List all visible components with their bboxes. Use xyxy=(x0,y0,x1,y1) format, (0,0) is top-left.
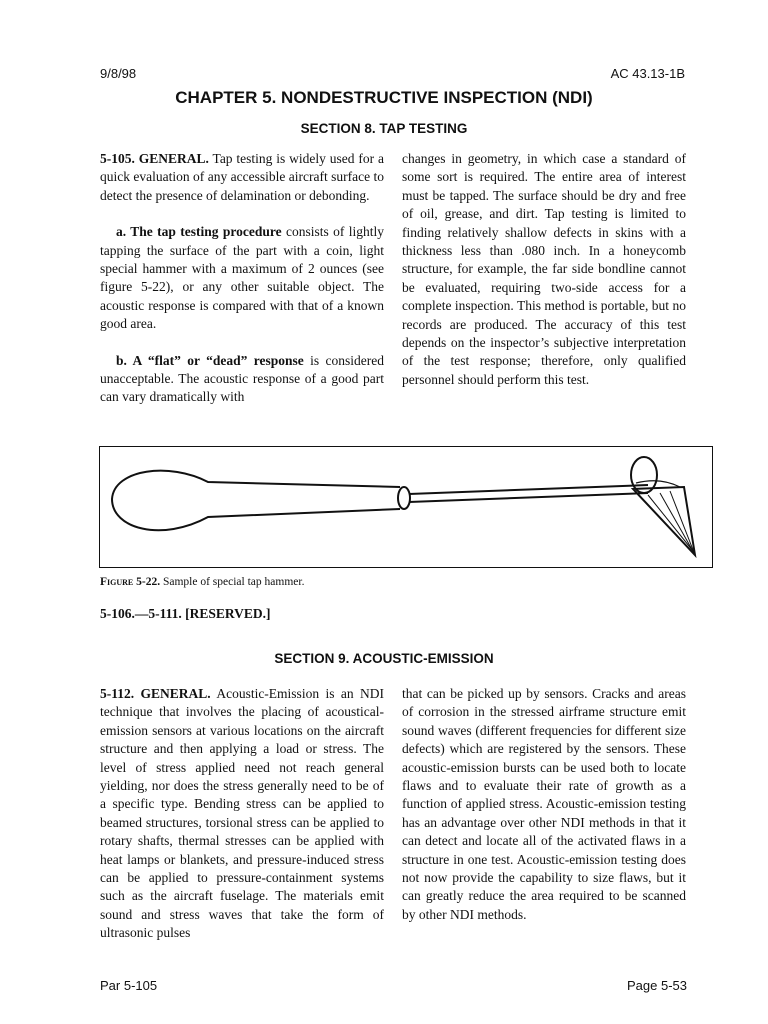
paragraph-5-112-continued: that can be picked up by sensors. Cracks and areas of corrosion in the stressed airframe structure emit sound waves (different frequencies for different size defects) which are registered by the sensors. These acoustic-emission bursts can be used both to locate flaws and to evaluate their rate of growth as a function of applied stress. Acoustic-emission testing has an advantage over other NDI methods in that it can detect and locate all of the activated flaws in a structure in one test. Acoustic-emission testing does not now provide the capability to size flaws, but it can greatly reduce the area required to be scanned by other NDI methods. xyxy=(402,686,686,922)
paragraph-text: Tap testing is widely used for a quick evaluation of any accessible aircraft surface to detect the presence of delamination or debonding. xyxy=(100,151,384,203)
hammer-head-cone xyxy=(633,487,695,555)
section-9-column-left xyxy=(100,685,384,961)
section-9-title: SECTION 9. ACOUSTIC-EMISSION xyxy=(274,651,494,666)
figure-caption-text: Sample of special tap hammer. xyxy=(160,576,305,588)
paragraph-lead: b. A “flat” or “dead” response xyxy=(116,352,304,368)
hammer-shaft-bottom xyxy=(409,493,648,502)
tap-hammer-figure xyxy=(99,446,713,568)
handle-ferrule xyxy=(398,487,410,509)
chapter-title: CHAPTER 5. NONDESTRUCTIVE INSPECTION (NDI) xyxy=(175,88,593,107)
section-8-column-right xyxy=(402,150,686,407)
header-date: 9/8/98 xyxy=(100,66,137,81)
paragraph-text: is considered unacceptable. The acoustic response of a good part can vary dramatically with xyxy=(100,352,384,405)
hammer-handle xyxy=(112,471,400,531)
paragraph-lead: 5-112. GENERAL. xyxy=(100,686,211,701)
footer-paragraph-ref: Par 5-105 xyxy=(100,978,158,993)
paragraph-lead: 5-105. GENERAL. xyxy=(100,151,209,166)
paragraph-b-continued: changes in geometry, in which case a standard of some sort is required. The entire area of interest must be tapped. The surface should be dry and free of oil, grease, and dirt. Tap testing is limited to finding relatively shallow defects in skins with a thickness less than .080 inch. In a honeycomb structure, for example, the far side bondline cannot be evaluated, requiring two-side access for a complete inspection. This method is portable, but no records are produced. The accuracy of this test depends on the inspector’s subjective interpretation of the test response; therefore, only qualified personnel should perform this test. xyxy=(402,151,686,387)
header-doc-id: AC 43.13-1B xyxy=(610,66,685,81)
paragraph-a xyxy=(100,223,384,333)
section-8-title: SECTION 8. TAP TESTING xyxy=(300,121,468,136)
paragraph-b xyxy=(100,352,384,407)
footer-page-number: Page 5-53 xyxy=(627,978,687,993)
figure-caption xyxy=(100,576,304,588)
paragraph-text: Acoustic-Emission is an NDI technique that involves the placing of acoustical-emission sensors at various locations on the aircraft structure and then applying a load or stress. The level of stress applied need not reach general yielding, nor does the stress generally need to be of a specific type. Bending stress can be applied to beamed structures, torsional stress can be applied to rotary shafts, thermal stresses can be applied with heat lamps or blankets, and pressure-induced stress can be applied to pressure-containment systems such as the aircraft fuselage. The materials emit sound and stress waves that take the form of ultrasonic pulses xyxy=(100,686,384,941)
figure-label: Figure 5-22. xyxy=(100,576,161,588)
reserved-paragraphs: 5-106.—5-111. [RESERVED.] xyxy=(100,606,271,621)
tap-hammer-illustration xyxy=(100,447,714,569)
paragraph-text: consists of lightly tapping the surface of the part with a coin, light special hammer with a maximum of 2 ounces (see figure 5-22), or any other suitable object. The acoustic response is compared with that of a known good area. xyxy=(100,224,384,332)
paragraph-5-105 xyxy=(100,150,384,205)
hammer-shaft-top xyxy=(409,485,648,494)
section-9-column-right xyxy=(402,685,686,942)
paragraph-lead: a. The tap testing procedure xyxy=(116,224,282,240)
paragraph-5-112 xyxy=(100,685,384,943)
section-8-column-left xyxy=(100,150,384,425)
